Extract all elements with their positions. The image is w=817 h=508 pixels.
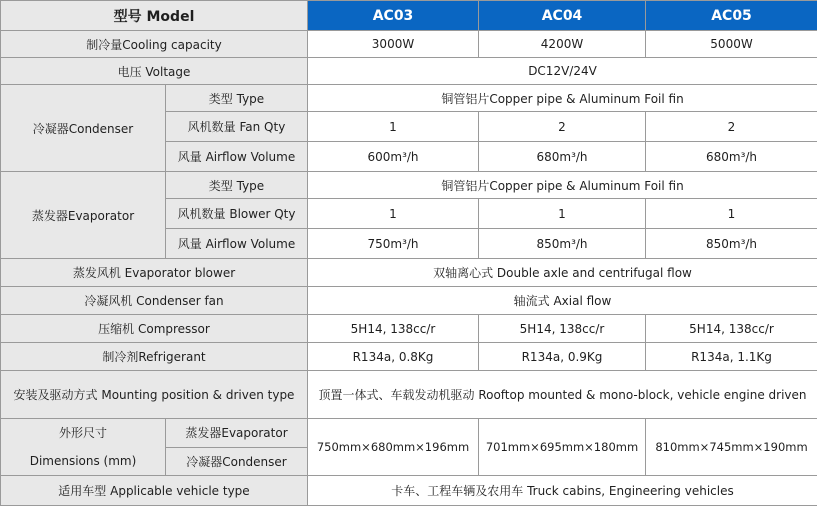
vehicle-value: 卡车、工程车辆及农用车 Truck cabins, Engineering vehicles: [308, 476, 817, 506]
condenser-fan-value: 2: [479, 112, 646, 142]
cooling-value: 3000W: [308, 31, 479, 58]
dimensions-label-cn: 外形尺寸: [58, 426, 107, 440]
condenser-type-label: 类型 Type: [166, 85, 308, 112]
dimensions-evap-label: 蒸发器Evaporator: [166, 419, 308, 448]
refrigerant-label: 制冷剂Refrigerant: [1, 343, 308, 371]
condenser-fan-value: 1: [308, 112, 479, 142]
condenser-fan-value: 2: [646, 112, 817, 142]
cond-fan-label: 冷凝风机 Condenser fan: [1, 287, 308, 315]
dimensions-cond-label: 冷凝器Condenser: [166, 447, 308, 476]
evaporator-label: 蒸发器Evaporator: [1, 172, 166, 259]
dimensions-value: 810mm×745mm×190mm: [646, 419, 817, 476]
header-row: [1, 1, 817, 31]
cooling-label: 制冷量Cooling capacity: [1, 31, 308, 58]
evaporator-type-value: 铜管铝片Copper pipe & Aluminum Foil fin: [308, 172, 817, 199]
condenser-type-row: [1, 85, 817, 112]
model-header-label: 型号 Model: [1, 1, 308, 31]
compressor-row: [1, 315, 817, 343]
evap-blower-row: [1, 259, 817, 287]
cooling-row: [1, 31, 817, 58]
model-ac04-header: AC04: [479, 1, 646, 31]
cooling-value: 4200W: [479, 31, 646, 58]
evaporator-type-label: 类型 Type: [166, 172, 308, 199]
condenser-airflow-value: 600m³/h: [308, 142, 479, 172]
evap-blower-label: 蒸发风机 Evaporator blower: [1, 259, 308, 287]
condenser-airflow-value: 680m³/h: [646, 142, 817, 172]
compressor-value: 5H14, 138cc/r: [479, 315, 646, 343]
evaporator-blower-value: 1: [479, 199, 646, 229]
mounting-value: 顶置一体式、车载发动机驱动 Rooftop mounted & mono-block, vehicle engine driven: [308, 371, 817, 419]
refrigerant-row: [1, 343, 817, 371]
vehicle-label: 适用车型 Applicable vehicle type: [1, 476, 308, 506]
vehicle-row: [1, 476, 817, 506]
voltage-value: DC12V/24V: [308, 58, 817, 85]
compressor-value: 5H14, 138cc/r: [646, 315, 817, 343]
evaporator-type-row: [1, 172, 817, 199]
cond-fan-value: 轴流式 Axial flow: [308, 287, 817, 315]
condenser-fan-label: 风机数量 Fan Qty: [166, 112, 308, 142]
evaporator-blower-label: 风机数量 Blower Qty: [166, 199, 308, 229]
mounting-label: 安装及驱动方式 Mounting position & driven type: [1, 371, 308, 419]
condenser-type-value: 铜管铝片Copper pipe & Aluminum Foil fin: [308, 85, 817, 112]
dimensions-evap-row: [1, 419, 817, 448]
compressor-label: 压缩机 Compressor: [1, 315, 308, 343]
condenser-airflow-value: 680m³/h: [479, 142, 646, 172]
dimensions-label-en: Dimensions (mm): [29, 454, 137, 468]
evaporator-airflow-value: 850m³/h: [479, 229, 646, 259]
refrigerant-value: R134a, 0.9Kg: [479, 343, 646, 371]
mounting-row: [1, 371, 817, 419]
dimensions-value: 701mm×695mm×180mm: [479, 419, 646, 476]
evap-blower-value: 双轴离心式 Double axle and centrifugal flow: [308, 259, 817, 287]
evaporator-airflow-label: 风量 Airflow Volume: [166, 229, 308, 259]
voltage-row: [1, 58, 817, 85]
refrigerant-value: R134a, 1.1Kg: [646, 343, 817, 371]
compressor-value: 5H14, 138cc/r: [308, 315, 479, 343]
voltage-label: 电压 Voltage: [1, 58, 308, 85]
model-ac05-header: AC05: [646, 1, 817, 31]
model-ac03-header: AC03: [308, 1, 479, 31]
evaporator-blower-value: 1: [308, 199, 479, 229]
cooling-value: 5000W: [646, 31, 817, 58]
condenser-label: 冷凝器Condenser: [1, 85, 166, 172]
cond-fan-row: [1, 287, 817, 315]
refrigerant-value: R134a, 0.8Kg: [308, 343, 479, 371]
condenser-airflow-label: 风量 Airflow Volume: [166, 142, 308, 172]
evaporator-blower-value: 1: [646, 199, 817, 229]
dimensions-value: 750mm×680mm×196mm: [308, 419, 479, 476]
evaporator-airflow-value: 750m³/h: [308, 229, 479, 259]
evaporator-airflow-value: 850m³/h: [646, 229, 817, 259]
dimensions-label: [1, 419, 166, 476]
